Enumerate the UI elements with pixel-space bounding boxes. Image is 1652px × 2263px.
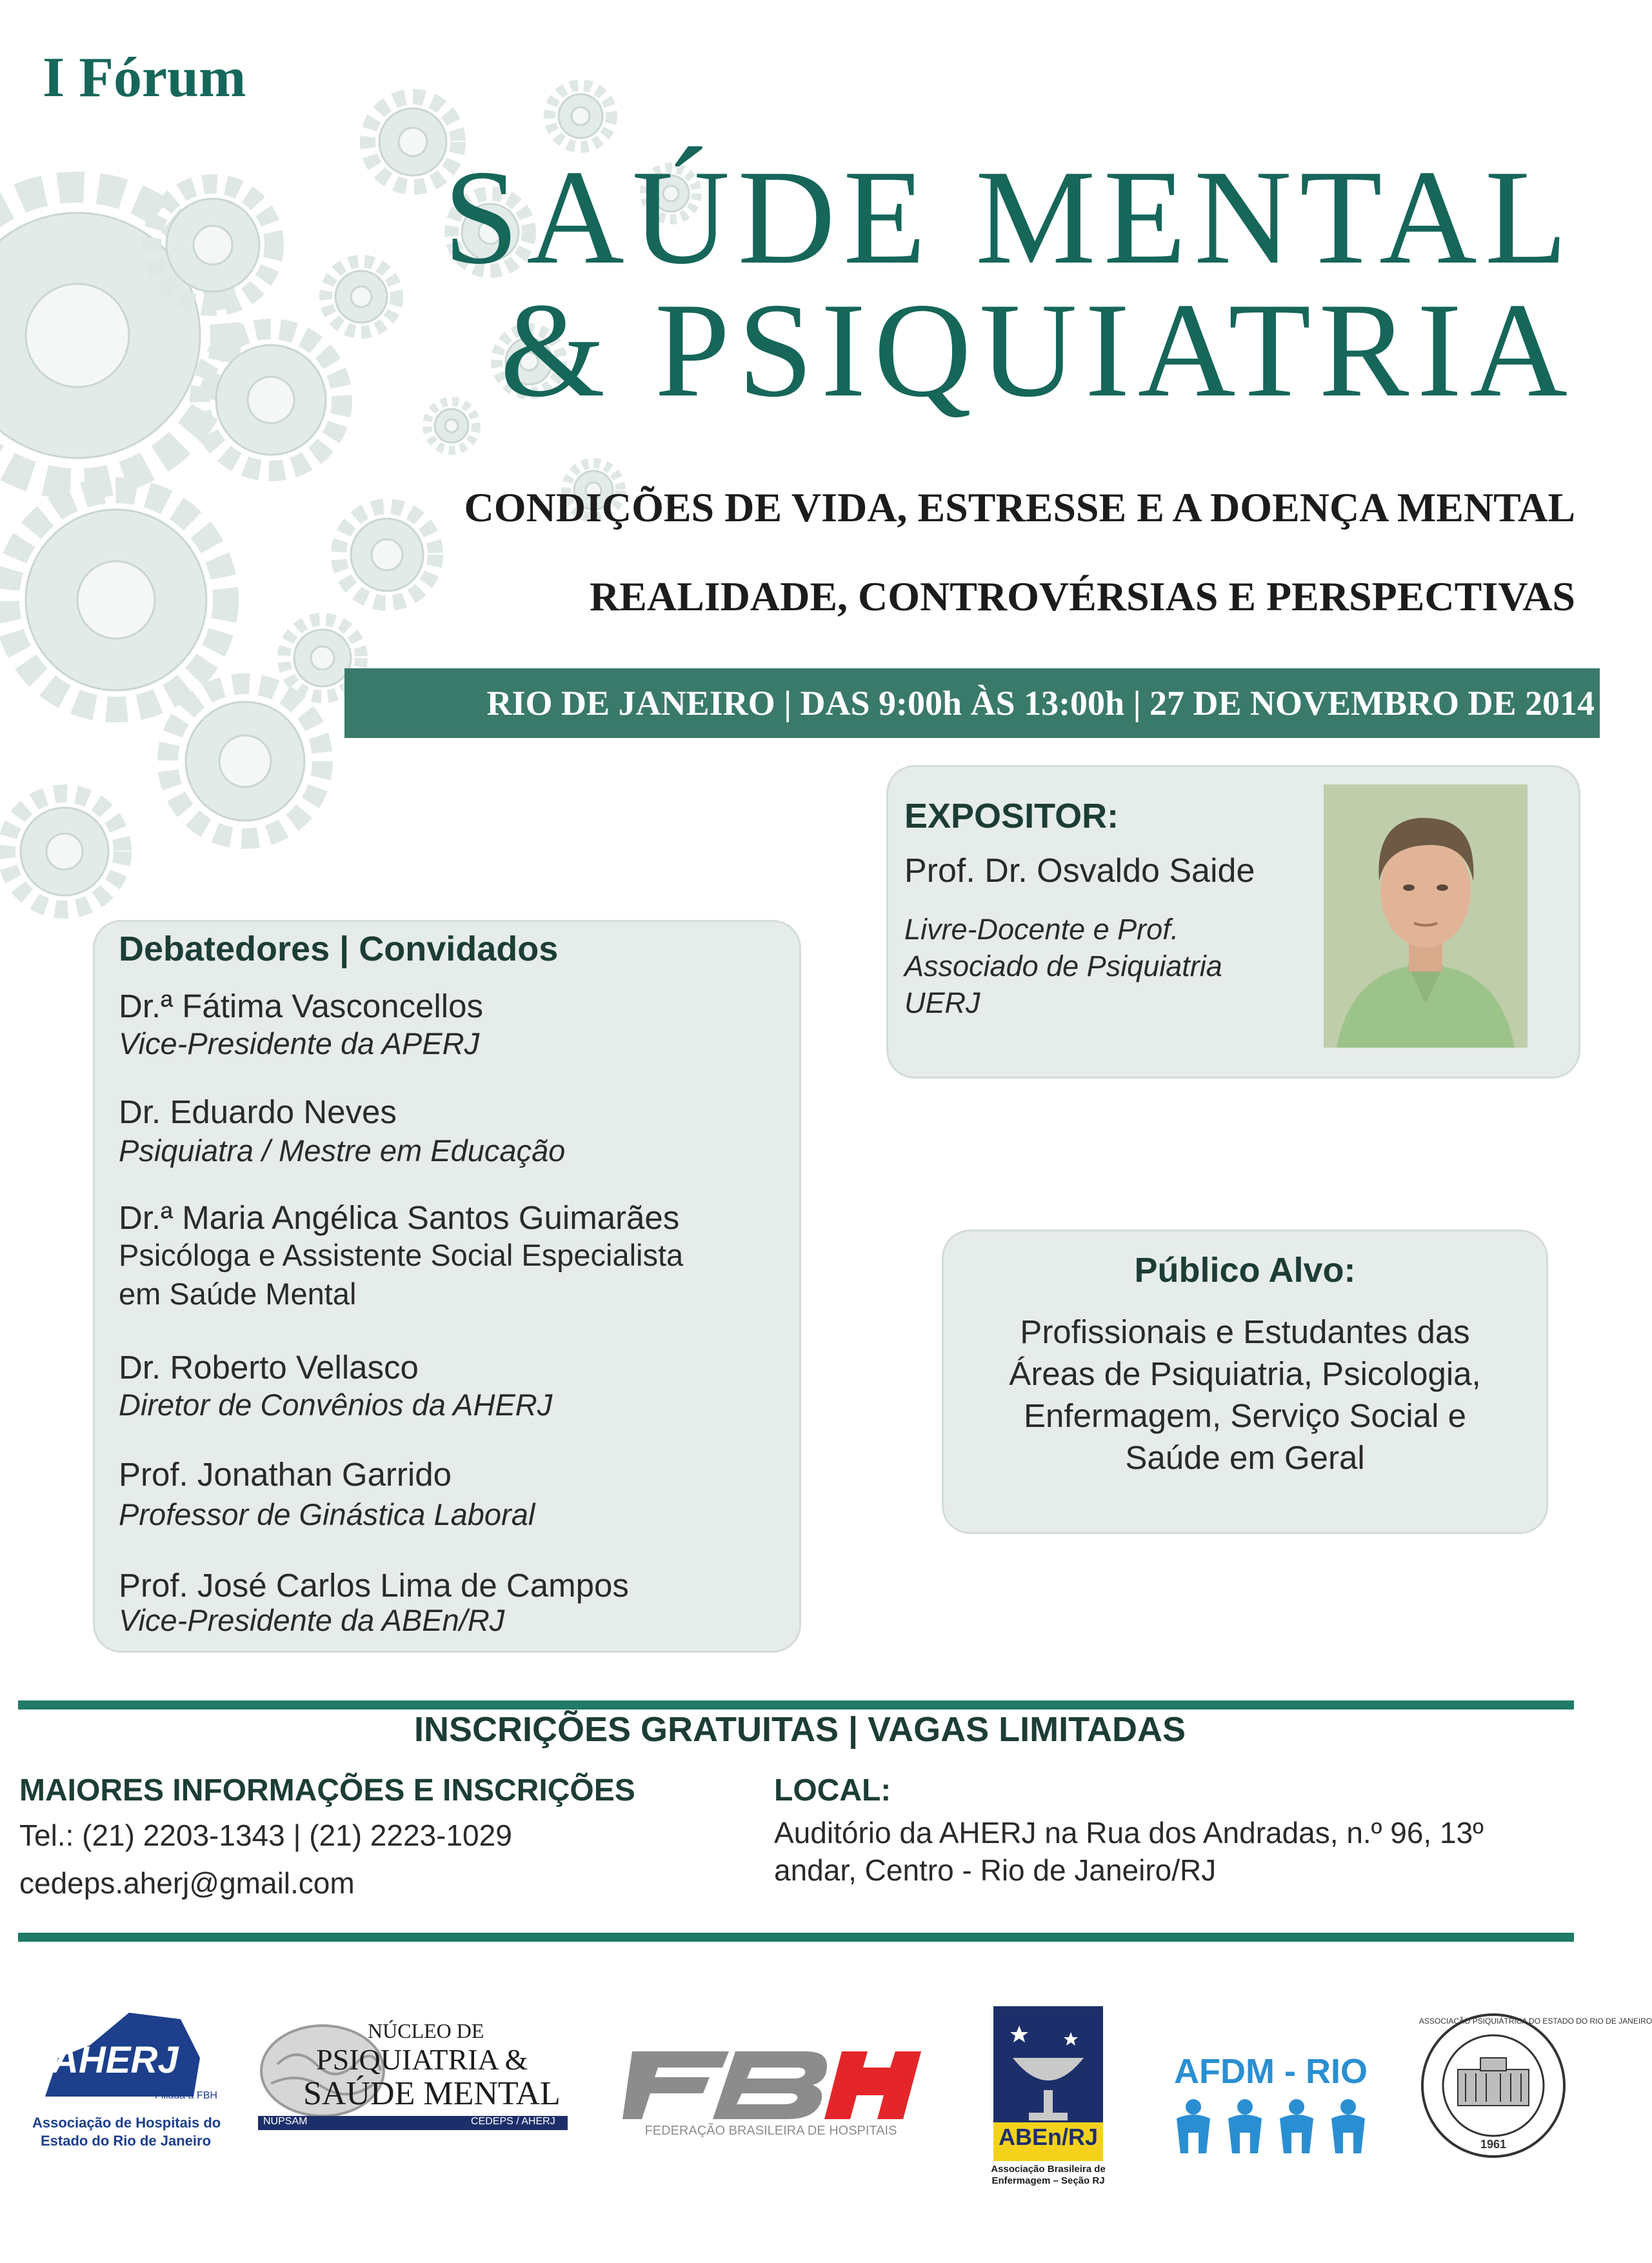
aherj-caption-2: Estado do Rio de Janeiro: [40, 2133, 212, 2149]
debatedor-role: Psicóloga e Assistente Social Especialista: [119, 1238, 684, 1272]
debatedor-role: Psiquiatra / Mestre em Educação: [119, 1133, 566, 1168]
nupsam-logo: [258, 2013, 568, 2155]
aherj-logo: [32, 2000, 219, 2168]
afdm-rio-logo: [1168, 2051, 1374, 2161]
publico-line-3: Enfermagem, Serviço Social e: [1024, 1397, 1466, 1434]
expositor-role-line-2: Associado de Psiquiatria: [904, 950, 1222, 982]
title-line-1: SAÚDE MENTAL: [443, 143, 1575, 292]
debatedor-role: Vice-Presidente da ABEn/RJ: [119, 1603, 505, 1637]
local-line-1: Auditório da AHERJ na Rua dos Andradas, n.º 96, 13º: [774, 1816, 1484, 1849]
aben-caption-1: Associação Brasileira de: [991, 2164, 1106, 2175]
info-heading: MAIORES INFORMAÇÕES E INSCRIÇÕES: [19, 1773, 635, 1808]
expositor-role-line-1: Livre-Docente e Prof.: [904, 913, 1179, 946]
debatedor-name: Dr.ª Fátima Vasconcellos: [119, 988, 483, 1024]
apaerj-seal-logo: [1419, 2011, 1652, 2160]
debatedores-title: Debatedores | Convidados: [119, 930, 559, 968]
local-line-2: andar, Centro - Rio de Janeiro/RJ: [774, 1853, 1217, 1887]
debatedor-name: Dr.ª Maria Angélica Santos Guimarães: [119, 1199, 680, 1236]
aherj-caption-1: Associação de Hospitais do: [32, 2115, 221, 2131]
nupsam-line-3: SAÚDE MENTAL: [303, 2075, 561, 2112]
expositor-label: EXPOSITOR:: [904, 797, 1119, 835]
nupsam-left-tag: NUPSAM: [263, 2116, 308, 2127]
forum-label: I Fórum: [43, 46, 246, 109]
phone-numbers: Tel.: (21) 2203-1343 | (21) 2223-1029: [19, 1819, 512, 1852]
debatedor-role: Professor de Ginástica Laboral: [119, 1497, 535, 1531]
aben-name: ABEn/RJ: [998, 2124, 1099, 2150]
publico-line-1: Profissionais e Estudantes das: [1020, 1313, 1470, 1350]
aben-caption-2: Enfermagem – Seção RJ: [991, 2175, 1105, 2186]
debatedor-name: Prof. José Carlos Lima de Campos: [119, 1567, 629, 1604]
bottom-divider: [18, 1933, 1574, 1942]
debatedor-name: Dr. Roberto Vellasco: [119, 1349, 419, 1386]
seal-ring-text: ASSOCIAÇÃO PSIQUIÁTRICA DO ESTADO DO RIO DE JANEIRO: [1419, 2017, 1652, 2026]
inscricoes-banner: INSCRIÇÕES GRATUITAS | VAGAS LIMITADAS: [413, 1710, 1186, 1749]
expositor-photo: [1324, 784, 1528, 1048]
debatedor-role: Diretor de Convênios da AHERJ: [119, 1388, 553, 1422]
event-info-text: RIO DE JANEIRO | DAS 9:00h ÀS 13:00h | 27 DE NOVEMBRO DE 2014: [486, 684, 1595, 723]
expositor-name: Prof. Dr. Osvaldo Saide: [904, 852, 1255, 890]
nupsam-line-2: PSIQUIATRIA &: [316, 2043, 528, 2076]
debatedor-role: Vice-Presidente da APERJ: [119, 1026, 480, 1061]
local-address: [774, 1814, 1567, 1889]
nupsam-line-1: NÚCLEO DE: [368, 2019, 484, 2042]
event-info-bar: [344, 668, 1600, 738]
aben-logo: [991, 2006, 1122, 2186]
local-heading: LOCAL:: [774, 1773, 891, 1808]
aherj-tag: Filiada à FBH: [155, 2090, 217, 2101]
expositor-role-line-3: UERJ: [904, 986, 980, 1019]
top-divider: [18, 1700, 1574, 1710]
seal-year: 1961: [1480, 2138, 1507, 2151]
publico-line-4: Saúde em Geral: [1125, 1439, 1365, 1476]
nupsam-right-tag: CEDEPS / AHERJ: [471, 2116, 555, 2127]
publico-alvo-text: [955, 1311, 1535, 1479]
afdm-people-icon: [1168, 2098, 1374, 2156]
title-line-2: & PSIQUIATRIA: [500, 275, 1575, 425]
afdm-name: AFDM - RIO: [1174, 2052, 1368, 2091]
publico-alvo-title: Público Alvo:: [1134, 1251, 1356, 1290]
expositor-role: [904, 911, 1304, 1021]
email-address[interactable]: cedeps.aherj@gmail.com: [19, 1866, 355, 1900]
debatedor-role-continued: em Saúde Mental: [119, 1277, 357, 1311]
subtitle-line-2: REALIDADE, CONTROVÉRSIAS E PERSPECTIVAS: [589, 573, 1575, 619]
debatedor-name: Dr. Eduardo Neves: [119, 1093, 397, 1130]
fbh-caption: FEDERAÇÃO BRASILEIRA DE HOSPITAIS: [644, 2124, 897, 2138]
debatedor-name: Prof. Jonathan Garrido: [119, 1456, 452, 1493]
fbh-logo: [619, 2039, 929, 2148]
fbh-wordmark-icon: [619, 2039, 922, 2122]
aherj-name: AHERJ: [52, 2039, 179, 2081]
publico-line-2: Áreas de Psiquiatria, Psicologia,: [1009, 1355, 1481, 1392]
subtitle-line-1: CONDIÇÕES DE VIDA, ESTRESSE E A DOENÇA MENTAL: [464, 484, 1575, 530]
